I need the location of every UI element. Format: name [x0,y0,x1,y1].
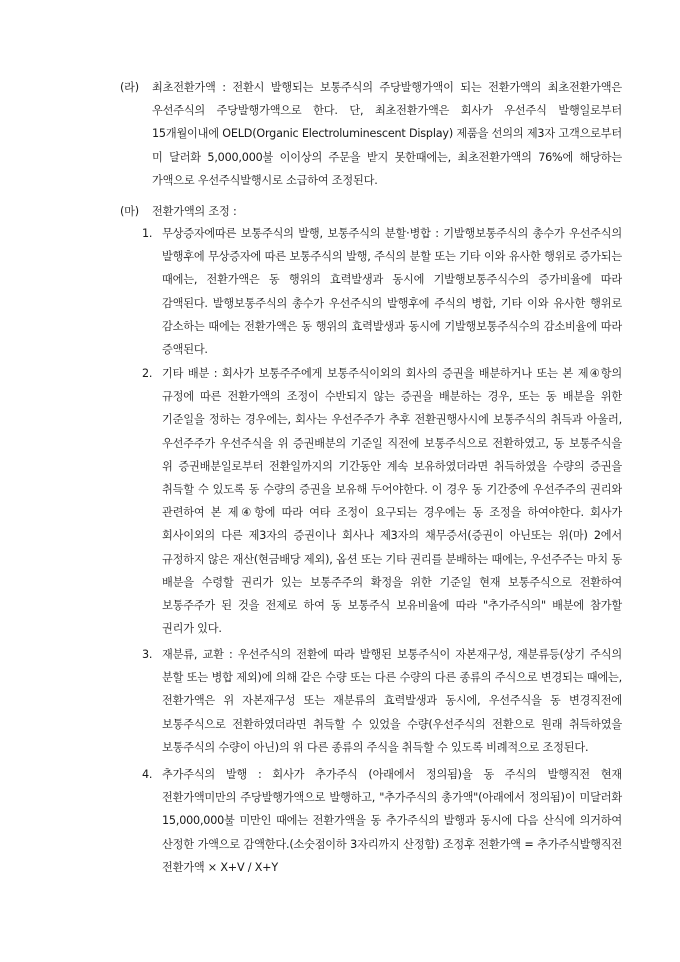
list-item-text: 기타 배분 : 회사가 보통주주에게 보통주식이외의 회사의 증권을 배분하거나 또는 본 제④항의 규정에 따른 전환가액의 조정이 수반되지 않는 증권을 배분하는 경우, 또는 동 배분을 위한 기준일을 정하는 경우에는, 회사는 우선주주가 추후 전환권행사시에 보통주식의 취득과 아울러, 우선주주가 우선주식을 위 증권배분의 기준일 직전에 보통주식으로 전환하였고, 동 보통주식을 위 증권배분일로부터 전환일까지의 기간동안 계속 보유하였더라면 취득하였을 수량의 증권을 취득할 수 있도록 동 수량의 증권을 보유해 두어야한다. 이 경우 동 기간중에 우선주주의 권리와 관련하여 본 제④항에 따라 여타 조정이 요구되는 경우에는 동 조정을 하여야한다. 회사가 회사이외의 다른 제3자의 증권이나 회사나 제3자의 채무증서(증권이 아닌또는 위(마) 2에서 규정하지 않은 재산(현금배당 제외), 옵션 또는 기타 권리를 분배하는 때에는, 우선주주는 마치 동 배분을 수령할 권리가 있는 보통주주의 확정을 위한 기준일 현재 보통주식으로 전환하여 보통주주가 된 것을 전제로 하여 동 보통주식 보유비율에 따라 "추가주식의" 배분에 참가할 권리가 있다. [162,367,622,636]
section-ma-marker: (마) [120,205,139,218]
list-item-number: 1. [142,227,153,240]
section-ra-marker: (라) [120,81,139,94]
section-ma-title: 전환가액의 조정 : [152,205,237,218]
list-item-number: 2. [142,367,153,380]
list-item-text: 재분류, 교환 : 우선주식의 전환에 따라 발행된 보통주식이 자본재구성, 재분류등(상기 주식의 분할 또는 병합 제외)에 의해 같은 수량 또는 다른 수량의 다른 종류의 주식으로 변경되는 때에는, 전환가액은 위 자본재구성 또는 재분류의 효력발생과 동시에, 우선주식을 동 변경직전에 보통주식으로 전환하였더라면 취득할 수 있었을 수량(우선주식의 전환으로 원래 취득하였을 보통주식의 수량이 아닌)의 위 다른 종류의 주식을 취득할 수 있도록 비례적으로 조정된다. [162,648,622,754]
list-item-text: 추가주식의 발행 : 회사가 추가주식 (아래에서 정의됨)을 동 주식의 발행직전 현재 전환가액미만의 주당발행가액으로 발행하고, "추가주식의 총가액"(아래에서 정의됨)이 미달러화 15,000,000불 미만인 때에는 전환가액을 동 추가주식의 발행과 동시에 다음 산식에 의거하여 산정한 가액으로 감액한다.(소숫점이하 3자리까지 산정함) 조정후 전환가액 = 추가주식발행직전 전환가액 × X+V / X+Y [162,768,622,874]
section-ra-paragraph: 최초전환가액 : 전환시 발행되는 보통주식의 주당발행가액이 되는 전환가액의 최초전환가액은 우선주식의 주당발행가액으로 한다. 단, 최초전환가액은 회사가 우선주식 발행일로부터 15개월이내에 OELD(Organic Electroluminescent Display) 제품을 선의의 제3자 고객으로부터 미 달러화 5,000,000불 이이상의 주문을 받지 못한때에는, 최초전환가액의 76%에 해당하는 가액으로 우선주식발행시로 소급하여 조정된다. [152,81,622,187]
list-item-number: 3. [142,648,153,661]
list-item-text: 무상증자에따른 보통주식의 발행, 보통주식의 분할·병합 : 기발행보통주식의 총수가 우선주식의 발행후에 무상증자에 따른 보통주식의 발행, 주식의 분할 또는 기타 이와 유사한 행위로 증가되는 때에는, 전환가액은 동 행위의 효력발생과 동시에 기발행보통주식수의 증가비율에 따라 감액된다. 발행보통주식의 총수가 우선주식의 발행후에 주식의 병합, 기타 이와 유사한 행위로 감소하는 때에는 전환가액은 동 행위의 효력발생과 동시에 기발행보통주식수의 감소비율에 따라 증액된다. [162,227,622,357]
list-item-number: 4. [142,768,153,781]
